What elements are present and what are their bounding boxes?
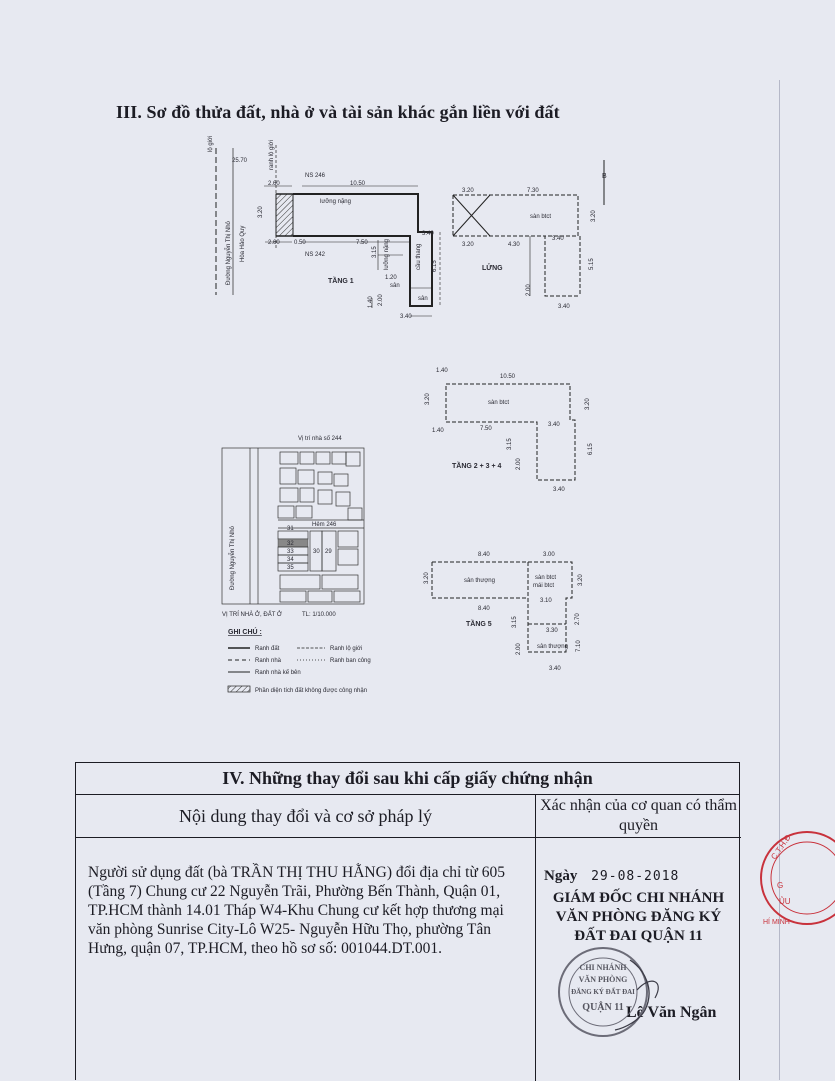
svg-text:Đường Nguyễn Thị Nhỏ: Đường Nguyễn Thị Nhỏ <box>230 526 236 590</box>
svg-text:2.00: 2.00 <box>378 294 384 306</box>
svg-text:sân thượng: sân thượng <box>464 578 495 584</box>
official-line-3: ĐẤT ĐAI QUẬN 11 <box>574 928 703 944</box>
svg-text:2.00: 2.00 <box>516 643 522 655</box>
svg-text:B: B <box>602 173 607 180</box>
svg-text:5.15: 5.15 <box>589 258 595 270</box>
svg-text:3.40: 3.40 <box>549 666 561 672</box>
svg-text:3.40: 3.40 <box>558 304 570 310</box>
svg-text:sân: sân <box>418 296 428 302</box>
svg-text:3.10: 3.10 <box>540 598 552 604</box>
svg-text:Ranh đất: Ranh đất <box>255 646 280 652</box>
svg-text:1.40: 1.40 <box>432 428 444 434</box>
plan-tang-1 <box>216 145 440 316</box>
svg-text:ĐĂNG KÝ ĐẤT ĐAI: ĐĂNG KÝ ĐẤT ĐAI <box>571 988 635 996</box>
svg-text:TẦNG 1: TẦNG 1 <box>328 278 354 285</box>
svg-text:G: G <box>777 881 784 890</box>
svg-text:3.40: 3.40 <box>400 314 412 320</box>
svg-text:3.40: 3.40 <box>553 487 565 493</box>
svg-text:Phần diện tích đất không được: Phần diện tích đất không được công nhận <box>255 688 368 694</box>
svg-text:sàn btct: sàn btct <box>535 575 557 581</box>
official-line-1: GIÁM ĐỐC CHI NHÁNH <box>552 890 725 906</box>
svg-text:1.40: 1.40 <box>436 368 448 374</box>
svg-text:Hẻm 246: Hẻm 246 <box>312 522 337 528</box>
svg-text:Ranh nhà: Ranh nhà <box>255 658 282 664</box>
svg-text:1.40: 1.40 <box>368 296 374 308</box>
svg-text:3.15: 3.15 <box>512 616 518 628</box>
svg-text:0.50: 0.50 <box>294 240 306 246</box>
svg-text:29: 29 <box>325 549 332 555</box>
svg-text:4.30: 4.30 <box>508 242 520 248</box>
svg-text:HÍ MINH: HÍ MINH <box>763 919 790 926</box>
svg-text:cầu thang: cầu thang <box>416 243 422 270</box>
svg-text:33: 33 <box>287 549 294 555</box>
svg-text:NS 246: NS 246 <box>305 173 326 179</box>
svg-text:ỦU: ỦU <box>779 897 791 906</box>
svg-text:3.00: 3.00 <box>543 552 555 558</box>
column-header-confirmation: Xác nhận của cơ quan có thẩm quyền <box>536 794 741 838</box>
svg-text:6.15: 6.15 <box>432 260 438 272</box>
svg-text:Ranh ban công: Ranh ban công <box>330 658 371 664</box>
svg-text:31: 31 <box>287 526 294 532</box>
svg-text:VĂN PHÒNG: VĂN PHÒNG <box>578 975 628 984</box>
svg-text:sàn btct: sàn btct <box>488 400 510 406</box>
legend <box>228 627 371 694</box>
svg-text:GHI CHÚ :: GHI CHÚ : <box>228 629 262 636</box>
svg-text:3.40: 3.40 <box>552 236 564 242</box>
svg-text:2.60: 2.60 <box>268 240 280 246</box>
svg-text:8.40: 8.40 <box>478 606 490 612</box>
svg-text:3.20: 3.20 <box>258 206 264 218</box>
svg-text:7.50: 7.50 <box>480 426 492 432</box>
svg-text:CHI NHÁNH: CHI NHÁNH <box>579 963 627 972</box>
svg-text:Đường Nguyễn Thị Nhỏ: Đường Nguyễn Thị Nhỏ <box>226 221 232 285</box>
svg-text:Ranh nhà kế bên: Ranh nhà kế bên <box>255 670 301 676</box>
svg-text:sàn btct: sàn btct <box>530 214 552 220</box>
svg-text:mái btct: mái btct <box>533 583 555 589</box>
svg-text:25.70: 25.70 <box>232 158 248 164</box>
svg-text:2.00: 2.00 <box>526 284 532 296</box>
svg-text:3.20: 3.20 <box>425 393 431 405</box>
date-line <box>536 868 741 885</box>
svg-text:3.30: 3.30 <box>546 628 558 634</box>
svg-text:10.50: 10.50 <box>500 374 516 380</box>
section-title: III. Sơ đồ thửa đất, nhà ở và tài sản khác gắn liền với đất <box>116 102 560 122</box>
svg-text:sân thượng: sân thượng <box>537 644 568 650</box>
changes-title: IV. Những thay đổi sau khi cấp giấy chứng nhận <box>76 763 739 795</box>
svg-text:TL: 1/10.000: TL: 1/10.000 <box>302 612 336 618</box>
column-header-content: Nội dung thay đổi và cơ sở pháp lý <box>76 794 536 838</box>
svg-text:lộ giới: lộ giới <box>208 135 214 152</box>
svg-text:3.40: 3.40 <box>422 231 434 237</box>
svg-text:lưỡng nặng: lưỡng nặng <box>384 239 390 270</box>
svg-text:7.30: 7.30 <box>527 188 539 194</box>
date-label: Ngày <box>544 868 578 884</box>
svg-text:30: 30 <box>313 549 320 555</box>
signer-name: Lê Văn Ngân <box>626 1004 717 1021</box>
svg-text:34: 34 <box>287 557 294 563</box>
svg-text:35: 35 <box>287 565 294 571</box>
svg-text:ranh lộ giới: ranh lộ giới <box>269 140 275 170</box>
svg-text:1.20: 1.20 <box>385 275 397 281</box>
svg-text:2.70: 2.70 <box>575 613 581 625</box>
red-seal-stamp <box>755 818 835 938</box>
svg-text:2.60: 2.60 <box>268 181 280 187</box>
svg-text:C.T.H.Đ: C.T.H.Đ <box>769 833 793 862</box>
svg-text:TẦNG 2 + 3 + 4: TẦNG 2 + 3 + 4 <box>452 463 502 470</box>
svg-text:10.50: 10.50 <box>350 181 366 187</box>
svg-text:32: 32 <box>287 541 294 547</box>
official-stamp <box>545 940 675 1050</box>
official-title <box>536 889 741 946</box>
svg-text:Vị trí nhà số 244: Vị trí nhà số 244 <box>298 436 342 442</box>
svg-text:lưỡng nặng: lưỡng nặng <box>320 199 351 205</box>
svg-text:TẦNG 5: TẦNG 5 <box>466 621 492 628</box>
svg-text:VỊ TRÍ NHÀ Ở, ĐẤT Ở: VỊ TRÍ NHÀ Ở, ĐẤT Ở <box>222 612 283 618</box>
svg-text:3.20: 3.20 <box>591 210 597 222</box>
svg-text:3.20: 3.20 <box>424 572 430 584</box>
date-value: 29-08-2018 <box>591 869 680 884</box>
svg-text:Ranh lộ giới: Ranh lộ giới <box>330 646 363 652</box>
svg-text:7.50: 7.50 <box>356 240 368 246</box>
svg-text:3.15: 3.15 <box>372 246 378 258</box>
svg-text:3.20: 3.20 <box>578 574 584 586</box>
official-line-2: VĂN PHÒNG ĐĂNG KÝ <box>555 909 722 925</box>
svg-text:3.20: 3.20 <box>462 242 474 248</box>
svg-text:NS 242: NS 242 <box>305 252 326 258</box>
svg-text:8.40: 8.40 <box>478 552 490 558</box>
svg-text:3.20: 3.20 <box>462 188 474 194</box>
svg-text:QUẬN 11: QUẬN 11 <box>582 1002 624 1013</box>
svg-text:7.10: 7.10 <box>576 640 582 652</box>
svg-text:3.40: 3.40 <box>548 422 560 428</box>
svg-text:sân: sân <box>390 283 400 289</box>
svg-text:2.00: 2.00 <box>516 458 522 470</box>
svg-text:3.15: 3.15 <box>507 438 513 450</box>
change-content: Người sử dụng đất (bà TRẦN THỊ THU HẰNG) đổi địa chỉ từ 605 (Tầng 7) Chung cư 22 Nguyễn Trãi, Phường Bến Thành, Quận 01, TP.HCM thành 14.01 Tháp W4-Khu Chung cư kết hợp thương mại văn phòng Sunrise City-Lô W25- Nguyễn Hữu Thọ, phường Tân Hưng, quận 07, TP.HCM, theo hồ sơ số: 001044.DT.001. <box>76 838 536 1081</box>
svg-text:3.20: 3.20 <box>585 398 591 410</box>
svg-text:Hòa Hảo Quy: Hòa Hảo Quy <box>240 225 246 262</box>
svg-text:6.15: 6.15 <box>588 443 594 455</box>
svg-text:LỬNG: LỬNG <box>482 265 503 272</box>
